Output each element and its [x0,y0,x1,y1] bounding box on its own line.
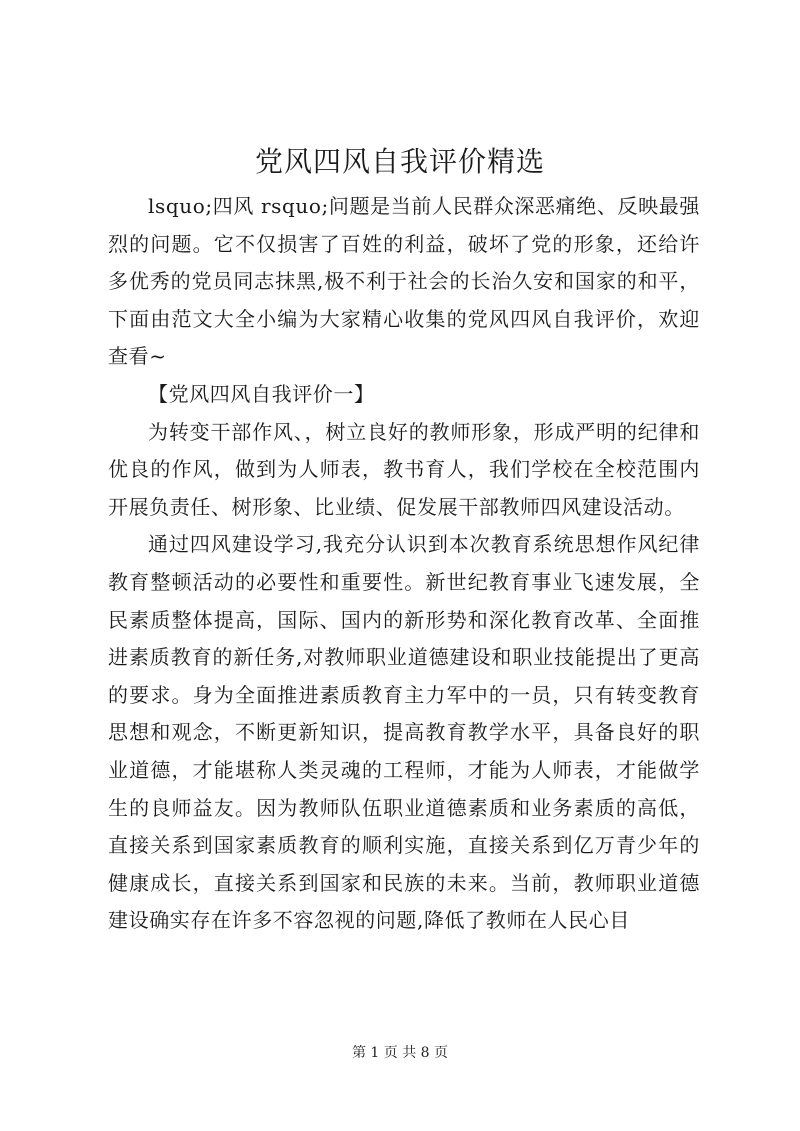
body-paragraph: 通过四风建设学习,我充分认识到本次教育系统思想作风纪律教育整顿活动的必要性和重要性。新世纪教育事业飞速发展，全民素质整体提高，国际、国内的新形势和深化教育改革、全面推进素质教育的新任务,对教师职业道德建设和职业技能提出了更高的要求。身为全面推进素质教育主力军中的一员，只有转变教育思想和观念，不断更新知识，提高教育教学水平，具备良好的职业道德，才能堪称人类灵魂的工程师，才能为人师表，才能做学生的良师益友。因为教师队伍职业道德素质和业务素质的高低，直接关系到国家素质教育的顺利实施，直接关系到亿万青少年的健康成长，直接关系到国家和民族的未来。当前，教师职业道德建设确实存在许多不容忽视的问题,降低了教师在人民心目 [108,532,700,933]
section-heading: 【党风四风自我评价一】 [148,381,375,406]
document-body [108,188,700,940]
page-title: 党风四风自我评价精选 [254,145,545,178]
page-footer: 第 1 页 共 8 页 [351,1045,449,1061]
intro-paragraph: lsquo;四风 rsquo;问题是当前人民群众深恶痛绝、反映最强烈的问题。它不仅损害了百姓的利益，破坏了党的形象，还给许多优秀的党员同志抹黑,极不利于社会的长治久安和国家的和平，下面由范文大全小编为大家精心收集的党风四风自我评价，欢迎查看~ [108,194,700,369]
body-paragraph: 为转变干部作风、，树立良好的教师形象，形成严明的纪律和优良的作风，做到为人师表，教书育人，我们学校在全校范围内开展负责任、树形象、比业绩、促发展干部教师四风建设活动。 [108,419,700,519]
